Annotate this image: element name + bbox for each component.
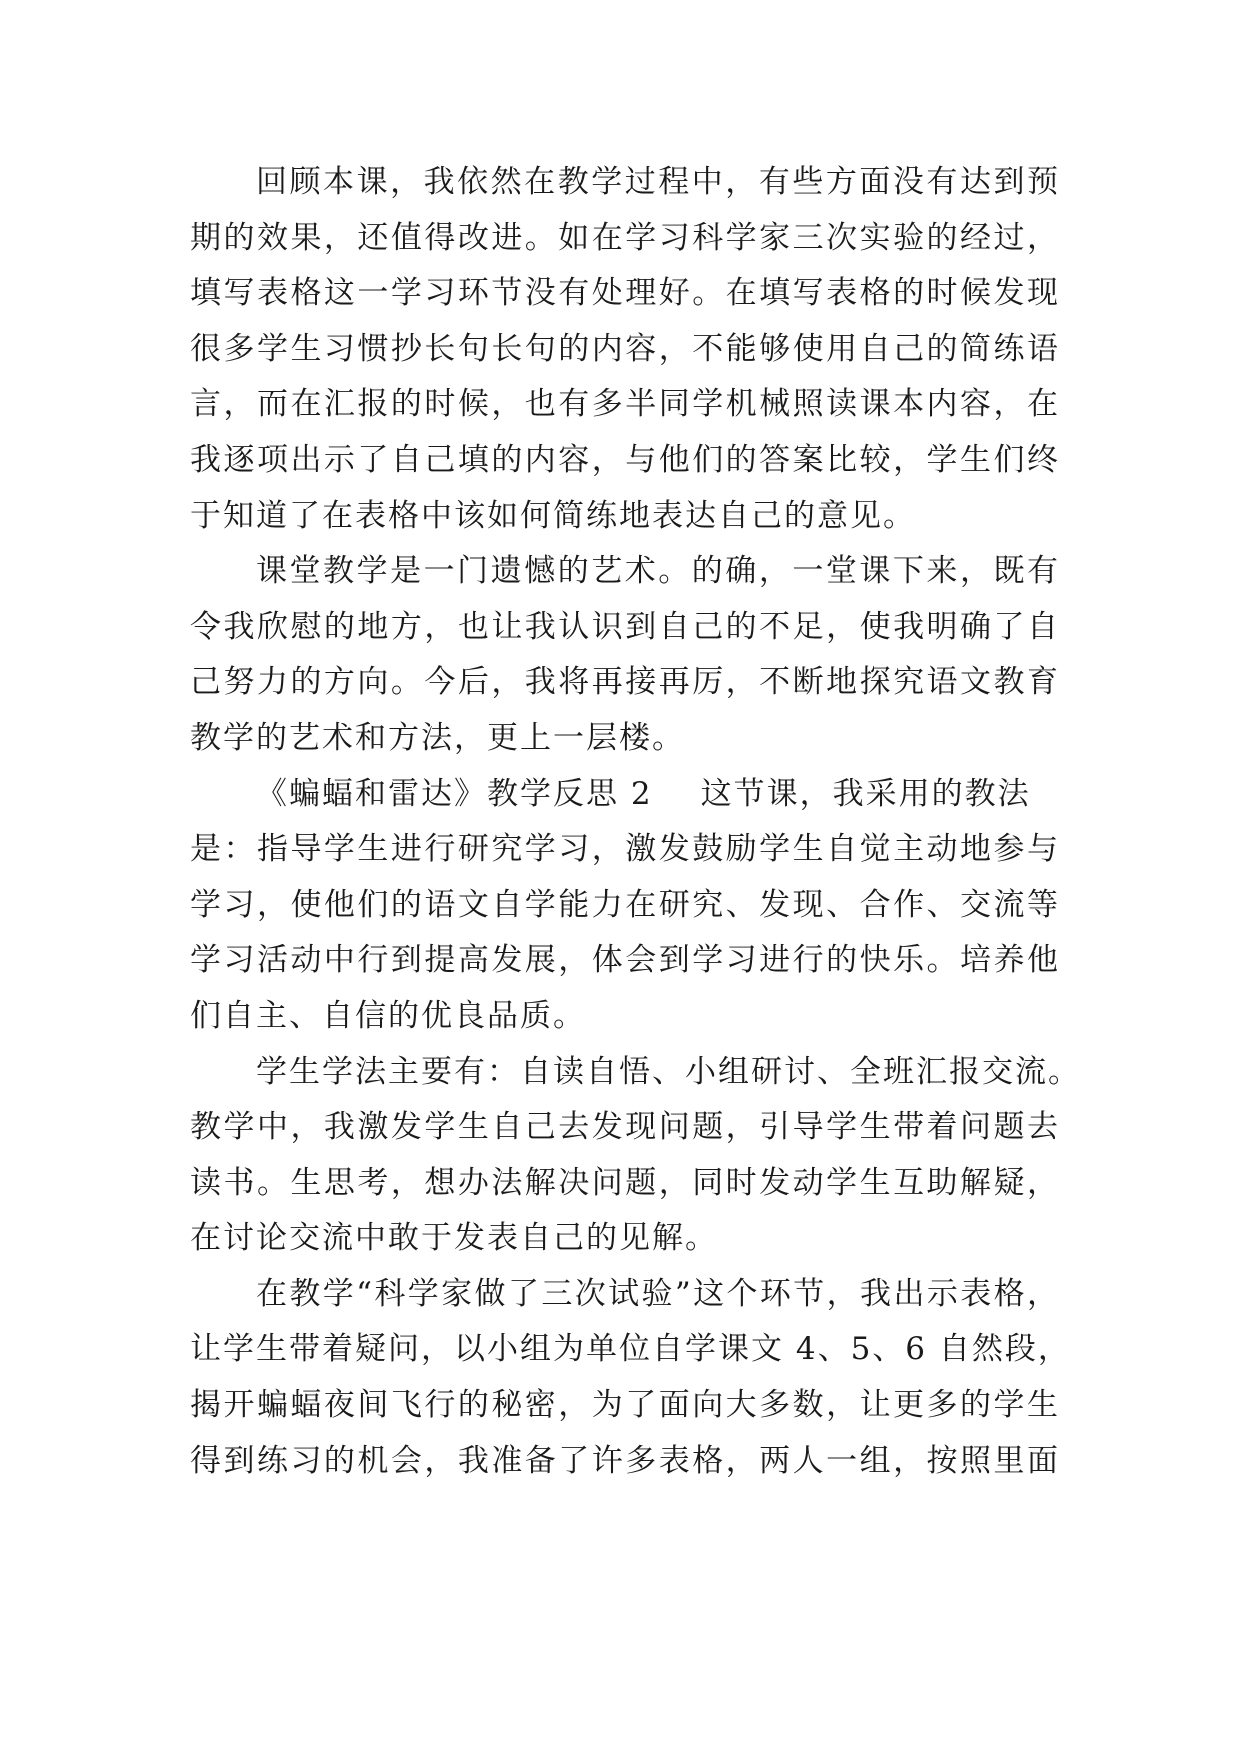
text-line: 回顾本课，我依然在教学过程中，有些方面没有达到预 [256, 164, 1060, 200]
text-line: 揭开蝙蝠夜间飞行的秘密，为了面向大多数，让更多的学生 [190, 1387, 1060, 1424]
text-line: 言，而在汇报的时候，也有多半同学机械照读课本内容，在 [190, 386, 1060, 423]
text-line: 学习，使他们的语文自学能力在研究、发现、合作、交流等 [190, 886, 1060, 923]
text-line: 们自主、自信的优良品质。 [190, 997, 586, 1034]
heading-tail-text: 这节课，我采用的教法 [700, 775, 1031, 812]
text-line: 学习活动中行到提高发展，体会到学习进行的快乐。培养他 [190, 942, 1060, 979]
paragraph-1 [190, 155, 1060, 544]
section-heading-line [190, 767, 1060, 823]
text-line: 于知道了在表格中该如何简练地表达自己的意见。 [190, 497, 916, 534]
text-line: 学生学法主要有：自读自悟、小组研讨、全班汇报交流。 [256, 1053, 1081, 1090]
text-line: 很多学生习惯抄长句长句的内容，不能够使用自己的简练语 [190, 330, 1060, 367]
text-line: 在讨论交流中敢于发表自己的见解。 [190, 1220, 718, 1257]
text-line: 己努力的方向。今后，我将再接再厉，不断地探究语文教育 [190, 664, 1060, 701]
text-line: 得到练习的机会，我准备了许多表格，两人一组，按照里面 [190, 1442, 1060, 1479]
text-line: 我逐项出示了自己填的内容，与他们的答案比较，学生们终 [190, 441, 1060, 478]
text-line: 填写表格这一学习环节没有处理好。在填写表格的时候发现 [190, 275, 1060, 312]
text-line: 教学的艺术和方法，更上一层楼。 [190, 719, 685, 756]
text-line: 令我欣慰的地方，也让我认识到自己的不足，使我明确了自 [190, 608, 1060, 645]
paragraph-5 [190, 1267, 1071, 1489]
text-line: 在教学“科学家做了三次试验”这个环节，我出示表格， [256, 1275, 1060, 1312]
document-body [190, 155, 1081, 1489]
text-line: 期的效果，还值得改进。如在学习科学家三次实验的经过， [190, 219, 1060, 256]
text-line: 读书。生思考，想办法解决问题，同时发动学生互助解疑， [190, 1164, 1060, 1201]
text-line: 课堂教学是一门遗憾的艺术。的确，一堂课下来，既有 [256, 553, 1060, 590]
text-line: 让学生带着疑问，以小组为单位自学课文 4、5、6 自然段， [190, 1331, 1071, 1368]
section-heading: 《蝙蝠和雷达》教学反思 2 [256, 775, 653, 812]
text-line: 是：指导学生进行研究学习，激发鼓励学生自觉主动地参与 [190, 831, 1060, 868]
text-line: 教学中，我激发学生自己去发现问题，引导学生带着问题去 [190, 1109, 1060, 1146]
paragraph-4 [190, 1045, 1081, 1267]
paragraph-3 [190, 767, 1060, 1045]
paragraph-2 [190, 544, 1060, 766]
